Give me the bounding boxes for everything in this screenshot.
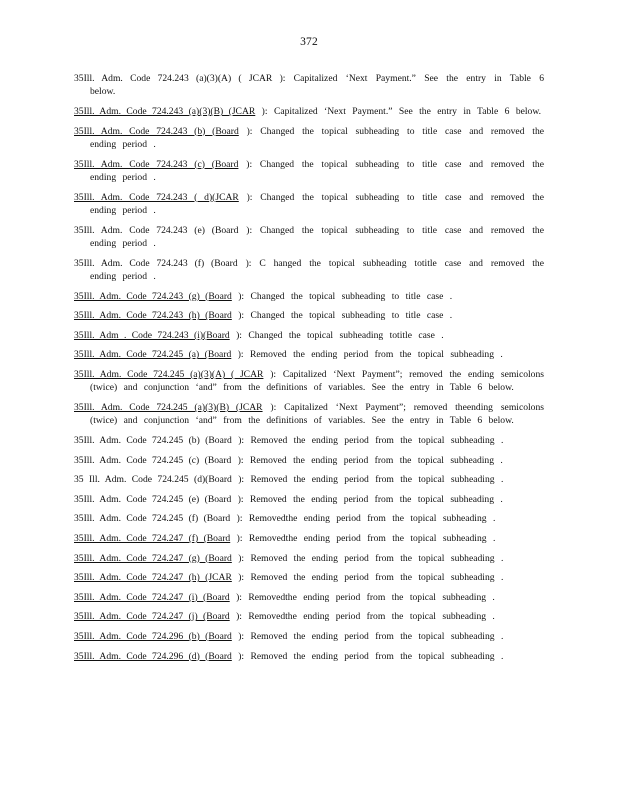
rule-citation: 35Ill. Adm. Code 724.245 (a)(3)(A) ( JCAR bbox=[74, 368, 264, 380]
amendment-description: ): Changed the topical subheading to title case and removed the ending period . bbox=[90, 224, 544, 249]
rule-citation: 35Ill. Adm. Code 724.247 (h) (JCAR bbox=[74, 572, 232, 584]
rule-citation: 35Ill. Adm. Code 724.245 (e) (Board bbox=[74, 493, 232, 505]
amendment-entry bbox=[74, 191, 544, 218]
amendment-entry bbox=[74, 257, 544, 284]
amendment-description: ): Removed the ending period from the topical subheading . bbox=[231, 454, 503, 466]
amendment-description: ): Removed the ending period from the topical subheading . bbox=[231, 349, 503, 361]
amendment-entry bbox=[74, 630, 544, 643]
amendment-description: ): Changed the topical subheading totitle case . bbox=[229, 329, 444, 341]
rule-citation: 35Ill. Adm. Code 724.247 (g) (Board bbox=[74, 552, 232, 564]
rule-citation: 35Ill. Adm. Code 724.243 (c) (Board bbox=[74, 158, 239, 170]
rule-citation: 35Ill. Adm. Code 724.243 (b) (Board bbox=[74, 125, 239, 137]
amendment-entry bbox=[74, 552, 544, 565]
rule-citation: 35Ill. Adm. Code 724.243 ( d)(JCAR bbox=[74, 191, 239, 203]
amendment-description: ): C hanged the topical subheading totitle case and removed the ending period . bbox=[90, 257, 544, 282]
amendment-description: ): Changed the topical subheading to title case and removed the ending period . bbox=[90, 158, 544, 183]
amendment-description: ): Changed the topical subheading to title case and removed the ending period . bbox=[90, 191, 544, 216]
amendment-entry bbox=[74, 591, 544, 604]
amendment-description: ): Removed the ending period from the topical subheading . bbox=[231, 493, 503, 505]
amendment-description: ): Capitalized ‘Next Payment”; removed the ending semicolons (twice) and conjunction ‘and” from the definitions of variables. See the entry in Table 6 below. bbox=[90, 368, 545, 394]
amendment-entry bbox=[74, 224, 544, 251]
amendment-entry bbox=[74, 158, 544, 185]
rule-citation: 35Ill. Adm. Code 724.243 (a)(3)(A) ( JCAR ) bbox=[74, 73, 283, 84]
amendment-entry bbox=[74, 532, 544, 545]
amendment-entry bbox=[74, 368, 544, 395]
amendment-description: ): Changed the topical subheading to title case . bbox=[231, 310, 453, 322]
amendment-entry bbox=[74, 348, 544, 361]
amendment-entry bbox=[74, 512, 544, 525]
rule-citation: 35Ill. Adm. Code 724.247 (i) (Board bbox=[74, 591, 230, 603]
rule-citation: 35Ill. Adm. Code 724.296 (d) (Board bbox=[74, 650, 232, 662]
amendment-description: ): Removedthe ending period from the topical subheading . bbox=[229, 611, 495, 623]
amendment-entry bbox=[74, 571, 544, 584]
amendment-description: ): Removed the ending period from the topical subheading . bbox=[231, 572, 504, 584]
rule-citation: 35Ill. Adm. Code 724.243 (h) (Board bbox=[74, 310, 232, 322]
rule-citation: 35Ill. Adm . Code 724.243 (i)(Board bbox=[74, 329, 230, 341]
rule-citation: 35Ill. Adm. Code 724.245 (f) (Board bbox=[74, 513, 231, 525]
rule-citation: 35Ill. Adm. Code 724.247 (f) (Board bbox=[74, 532, 231, 544]
amendment-description: ): Removedthe ending period from the topical subheading . bbox=[230, 532, 496, 544]
rule-citation: 35Ill. Adm. Code 724.245 (a)(3)(B) (JCAR bbox=[74, 401, 263, 413]
amendment-entry bbox=[74, 290, 544, 303]
amendment-entry bbox=[74, 72, 544, 99]
rule-citation: 35Ill. Adm. Code 724.296 (b) (Board bbox=[74, 630, 232, 642]
amendment-description: : Capitalized ‘Next Payment.” See the entry in Table 6 below. bbox=[90, 73, 544, 98]
rule-citation: 35Ill. Adm. Code 724.243 (e) (Board bbox=[74, 224, 239, 236]
rule-citation: 35Ill. Adm. Code 724.245 (a) (Board bbox=[74, 349, 232, 361]
amendment-description: ): Changed the topical subheading to title case and removed the ending period . bbox=[90, 125, 545, 150]
rule-citation: 35Ill. Adm. Code 724.245 (c) (Board bbox=[74, 454, 232, 466]
amendment-entry bbox=[74, 610, 544, 623]
amendment-entry bbox=[74, 473, 544, 486]
amendment-description: ): Removedthe ending period from the topical subheading . bbox=[230, 513, 496, 525]
amendment-entry bbox=[74, 401, 544, 428]
page-number: 372 bbox=[300, 36, 318, 48]
amendment-description: ): Removedthe ending period from the topical subheading . bbox=[229, 591, 495, 603]
amendment-list bbox=[74, 72, 544, 669]
amendment-description: ): Removed the ending period from the topical subheading . bbox=[231, 474, 504, 486]
amendment-entry bbox=[74, 650, 544, 663]
amendment-description: ): Removed the ending period from the topical subheading . bbox=[231, 630, 504, 642]
amendment-entry bbox=[74, 454, 544, 467]
amendment-description: ): Changed the topical subheading to title case . bbox=[231, 290, 453, 302]
amendment-entry bbox=[74, 125, 544, 152]
amendment-entry bbox=[74, 329, 544, 342]
amendment-description: ): Removed the ending period from the topical subheading . bbox=[231, 434, 504, 446]
amendment-description: ): Capitalized ‘Next Payment.” See the entry in Table 6 below. bbox=[255, 106, 542, 117]
rule-citation: 35Ill. Adm. Code 724.245 (b) (Board bbox=[74, 434, 232, 446]
amendment-entry bbox=[74, 105, 544, 118]
rule-citation: 35Ill. Adm. Code 724.243 (f) (Board bbox=[74, 257, 238, 269]
amendment-entry bbox=[74, 434, 544, 447]
rule-citation: 35Ill. Adm. Code 724.243 (g) (Board bbox=[74, 290, 232, 302]
amendment-entry bbox=[74, 309, 544, 322]
amendment-description: ): Removed the ending period from the topical subheading . bbox=[231, 650, 504, 662]
amendment-description: ): Capitalized ‘Next Payment”; removed theending semicolons (twice) and conjunction ‘and” from the definitions of variables. See the entry in Table 6 below. bbox=[90, 401, 544, 427]
rule-citation: 35Ill. Adm. Code 724.243 (a)(3)(B) (JCAR bbox=[74, 106, 256, 117]
amendment-description: ): Removed the ending period from the topical subheading . bbox=[231, 552, 504, 564]
rule-citation: 35Ill. Adm. Code 724.247 (j) (Board bbox=[74, 611, 230, 623]
rule-citation: 35 Ill. Adm. Code 724.245 (d)(Board bbox=[74, 474, 232, 486]
amendment-entry bbox=[74, 493, 544, 506]
